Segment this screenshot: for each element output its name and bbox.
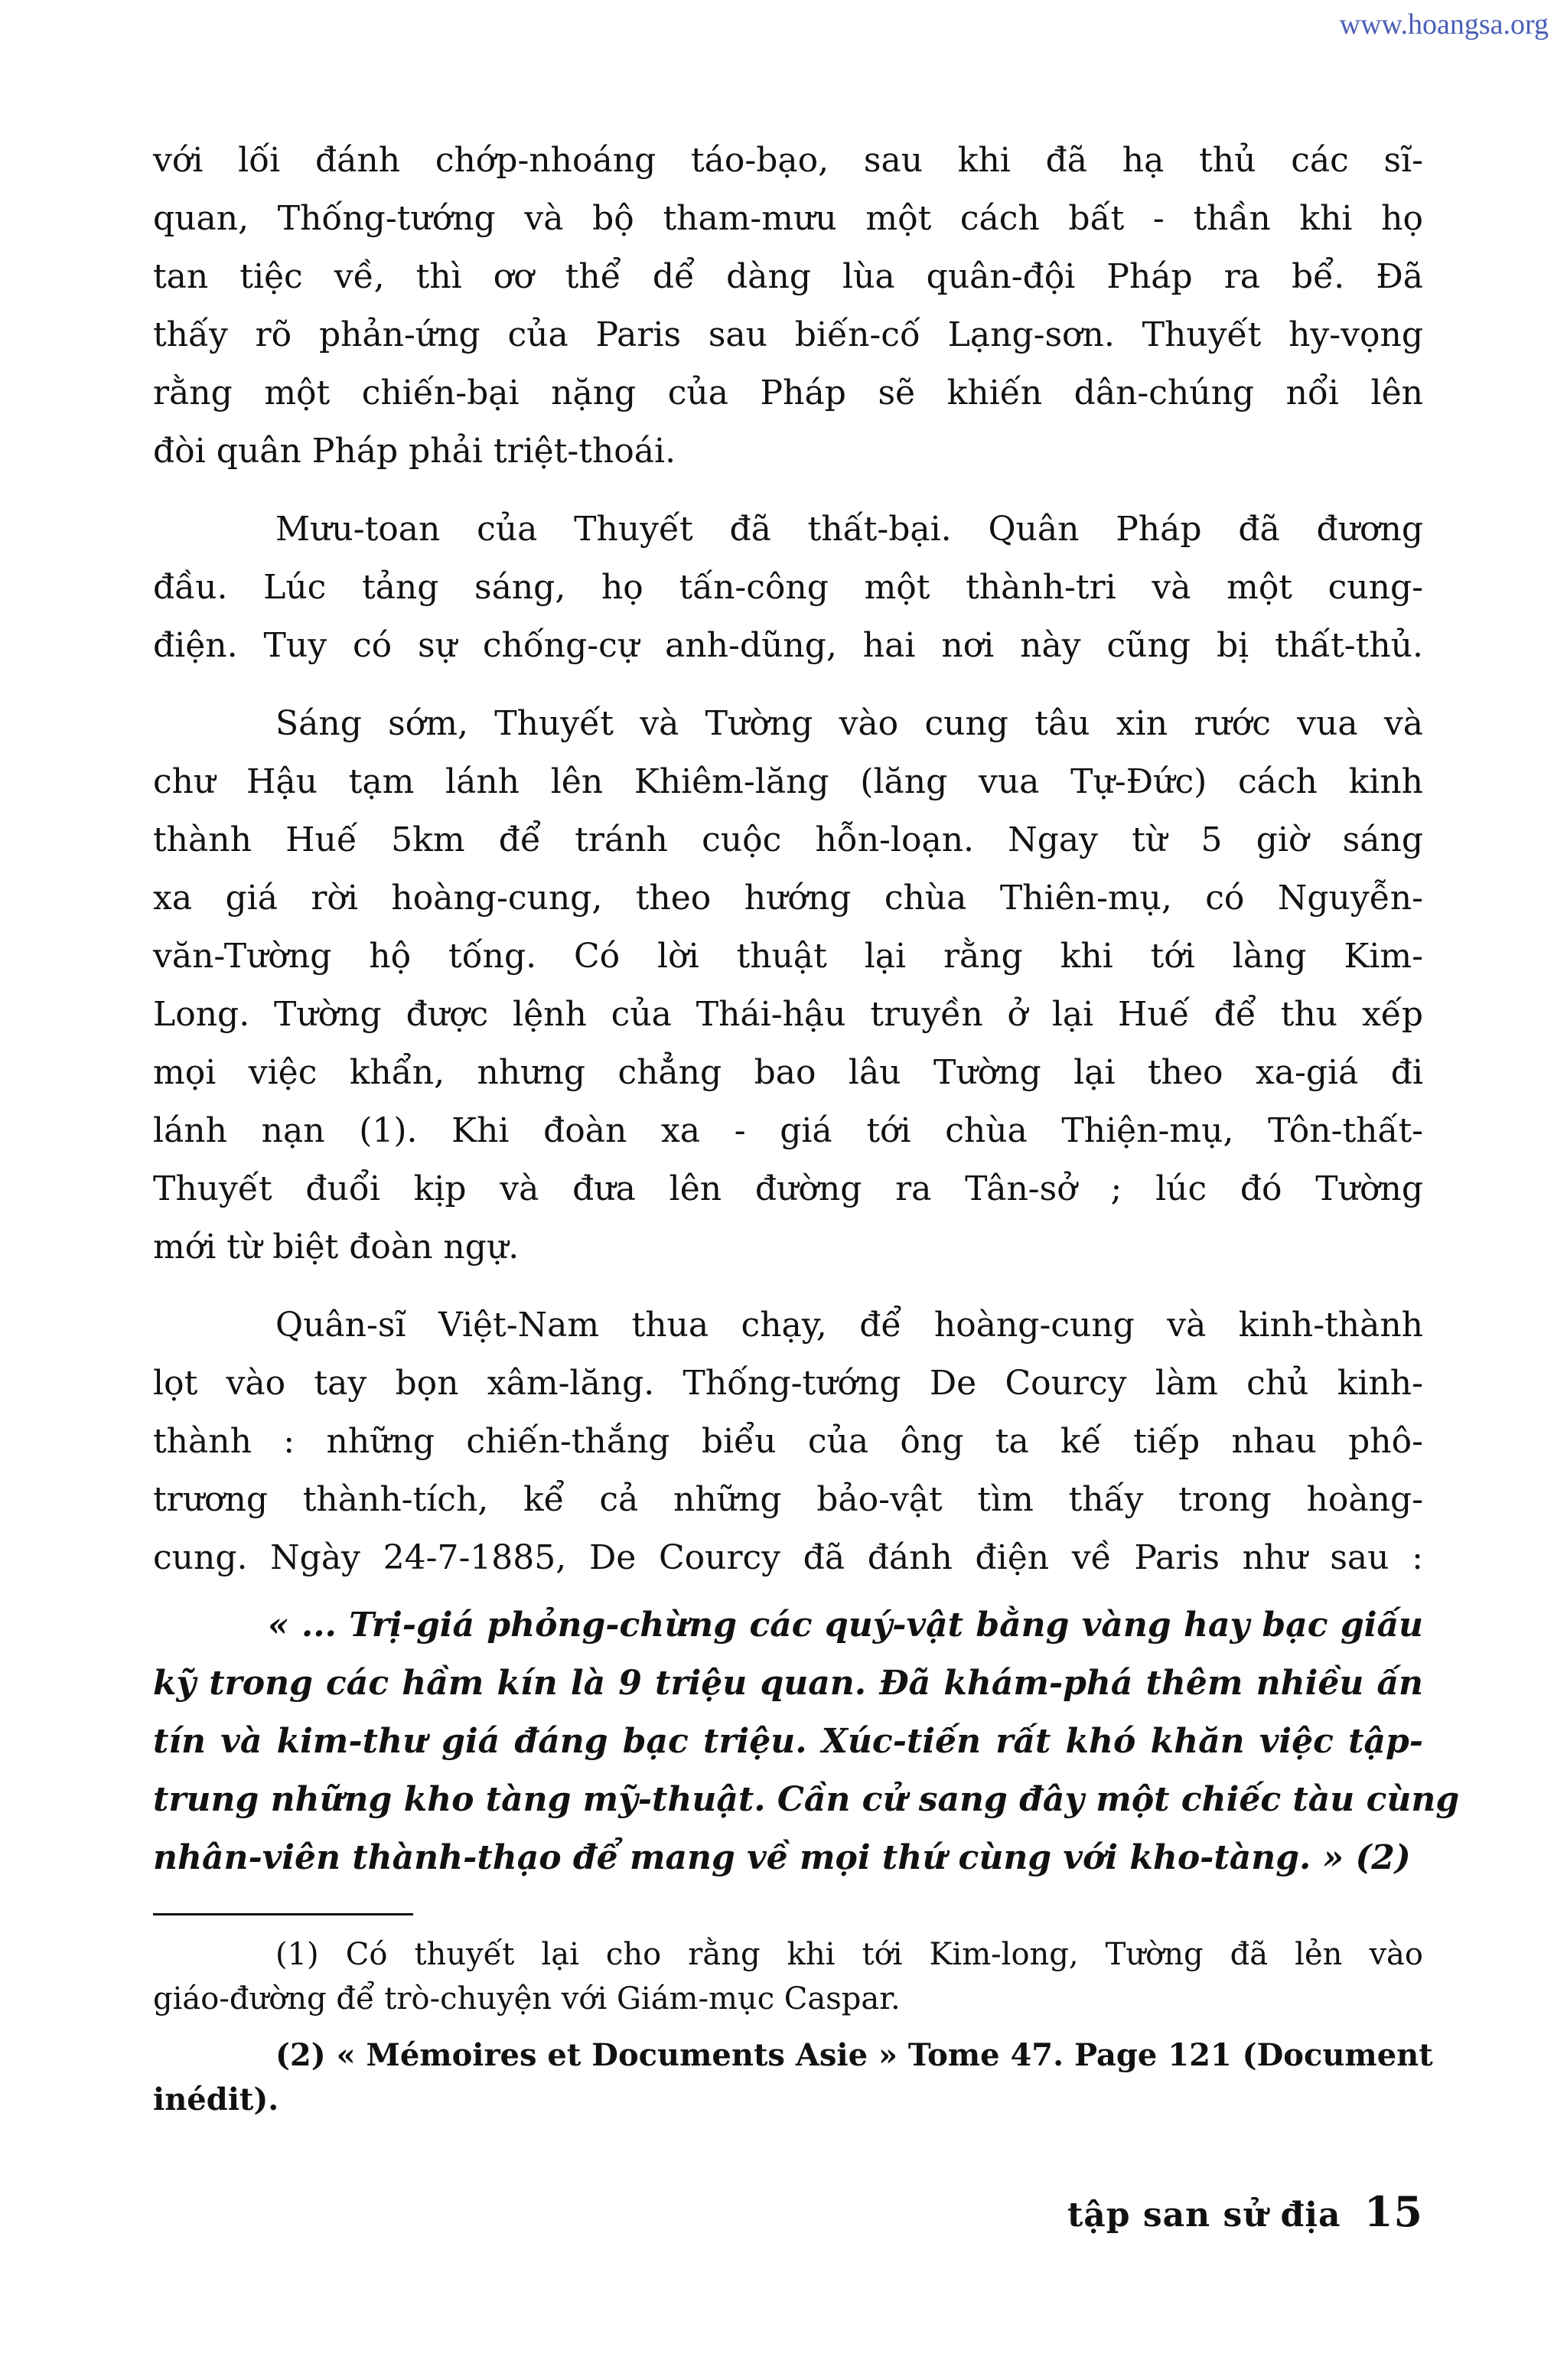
footnote-2 — [153, 2033, 1433, 2122]
text-line: Sáng sớm, Thuyết và Tường vào cung tâu xin rước vua và — [275, 704, 1423, 743]
text-line: với lối đánh chớp-nhoáng táo-bạo, sau khi đã hạ thủ các sĩ- — [153, 141, 1423, 180]
text-line: tan tiệc về, thì ơơ thể dể dàng lùa quân-đội Pháp ra bể. Đã — [153, 257, 1423, 296]
text-line: kỹ trong các hầm kín là 9 triệu quan. Đã khám-phá thêm nhiều ấn — [153, 1664, 1423, 1703]
page-number: 15 — [1363, 2187, 1423, 2236]
text-line: rằng một chiến-bại nặng của Pháp sẽ khiến dân-chúng nổi lên — [153, 373, 1423, 412]
text-line: xa giá rời hoàng-cung, theo hướng chùa Thiên-mụ, có Nguyễn- — [153, 879, 1423, 918]
watermark: www.hoangsa.org — [1339, 8, 1549, 41]
text-line: mới từ biệt đoàn ngự. — [153, 1227, 520, 1267]
text-line: đòi quân Pháp phải triệt-thoái. — [153, 432, 676, 471]
text-line: đầu. Lúc tảng sáng, họ tấn-công một thành-tri và một cung- — [153, 568, 1423, 607]
text-line: Thuyết đuổi kịp và đưa lên đường ra Tân-sở ; lúc đó Tường — [153, 1169, 1423, 1208]
paragraph-4 — [153, 1296, 1423, 1587]
text-line: điện. Tuy có sự chống-cự anh-dũng, hai nơi này cũng bị thất-thủ. — [153, 626, 1423, 665]
page-body — [153, 132, 1460, 2122]
text-line: thấy rõ phản-ứng của Paris sau biến-cố Lạng-sơn. Thuyết hy-vọng — [153, 315, 1423, 354]
running-footer — [1067, 2187, 1423, 2236]
text-line: nhân-viên thành-thạo để mang về mọi thứ cùng với kho-tàng. » (2) — [153, 1838, 1411, 1877]
footnote-divider — [153, 1913, 413, 1915]
text-line: quan, Thống-tướng và bộ tham-mưu một cách bất - thần khi họ — [153, 199, 1423, 238]
text-line: tín và kim-thư giá đáng bạc triệu. Xúc-tiến rất khó khăn việc tập- — [153, 1722, 1423, 1761]
text-line: (1) Có thuyết lại cho rằng khi tới Kim-long, Tường đã lẻn vào — [275, 1937, 1423, 1972]
text-line: inédit). — [153, 2082, 279, 2118]
text-line: thành : những chiến-thắng biểu của ông ta kế tiếp nhau phô- — [153, 1422, 1423, 1461]
text-line: Long. Tường được lệnh của Thái-hậu truyền ở lại Huế để thu xếp — [153, 995, 1423, 1034]
text-line: giáo-đường để trò-chuyện với Giám-mục Caspar. — [153, 1981, 901, 2016]
text-line: trung những kho tàng mỹ-thuật. Cần cử sang đây một chiếc tàu cùng — [153, 1780, 1460, 1819]
text-line: lánh nạn (1). Khi đoàn xa - giá tới chùa Thiện-mụ, Tôn-thất- — [153, 1111, 1423, 1150]
paragraph-2 — [153, 500, 1423, 675]
text-line: Quân-sĩ Việt-Nam thua chạy, để hoàng-cung và kinh-thành — [275, 1306, 1423, 1345]
footnote-1 — [153, 1932, 1423, 2021]
text-line: cung. Ngày 24-7-1885, De Courcy đã đánh điện về Paris như sau : — [153, 1538, 1423, 1577]
telegram-quote — [153, 1596, 1460, 1887]
text-line: mọi việc khẩn, nhưng chẳng bao lâu Tường lại theo xa-giá đi — [153, 1053, 1423, 1092]
text-line: văn-Tường hộ tống. Có lời thuật lại rằng khi tới làng Kim- — [153, 937, 1423, 976]
text-line: Mưu-toan của Thuyết đã thất-bại. Quân Pháp đã đương — [275, 510, 1423, 549]
text-line: trương thành-tích, kể cả những bảo-vật tìm thấy trong hoàng- — [153, 1480, 1423, 1519]
text-line: chư Hậu tạm lánh lên Khiêm-lăng (lăng vua Tự-Đức) cách kinh — [153, 762, 1423, 801]
paragraph-1 — [153, 132, 1423, 481]
text-line: (2) « Mémoires et Documents Asie » Tome 47. Page 121 (Document — [275, 2037, 1433, 2073]
text-line: « ... Trị-giá phỏng-chừng các quý-vật bằng vàng hay bạc giấu — [268, 1606, 1423, 1645]
text-line: thành Huế 5km để tránh cuộc hỗn-loạn. Ngay từ 5 giờ sáng — [153, 820, 1423, 859]
publication-title: tập san sử địa — [1067, 2196, 1341, 2235]
text-line: lọt vào tay bọn xâm-lăng. Thống-tướng De Courcy làm chủ kinh- — [153, 1364, 1423, 1403]
paragraph-3 — [153, 695, 1423, 1276]
